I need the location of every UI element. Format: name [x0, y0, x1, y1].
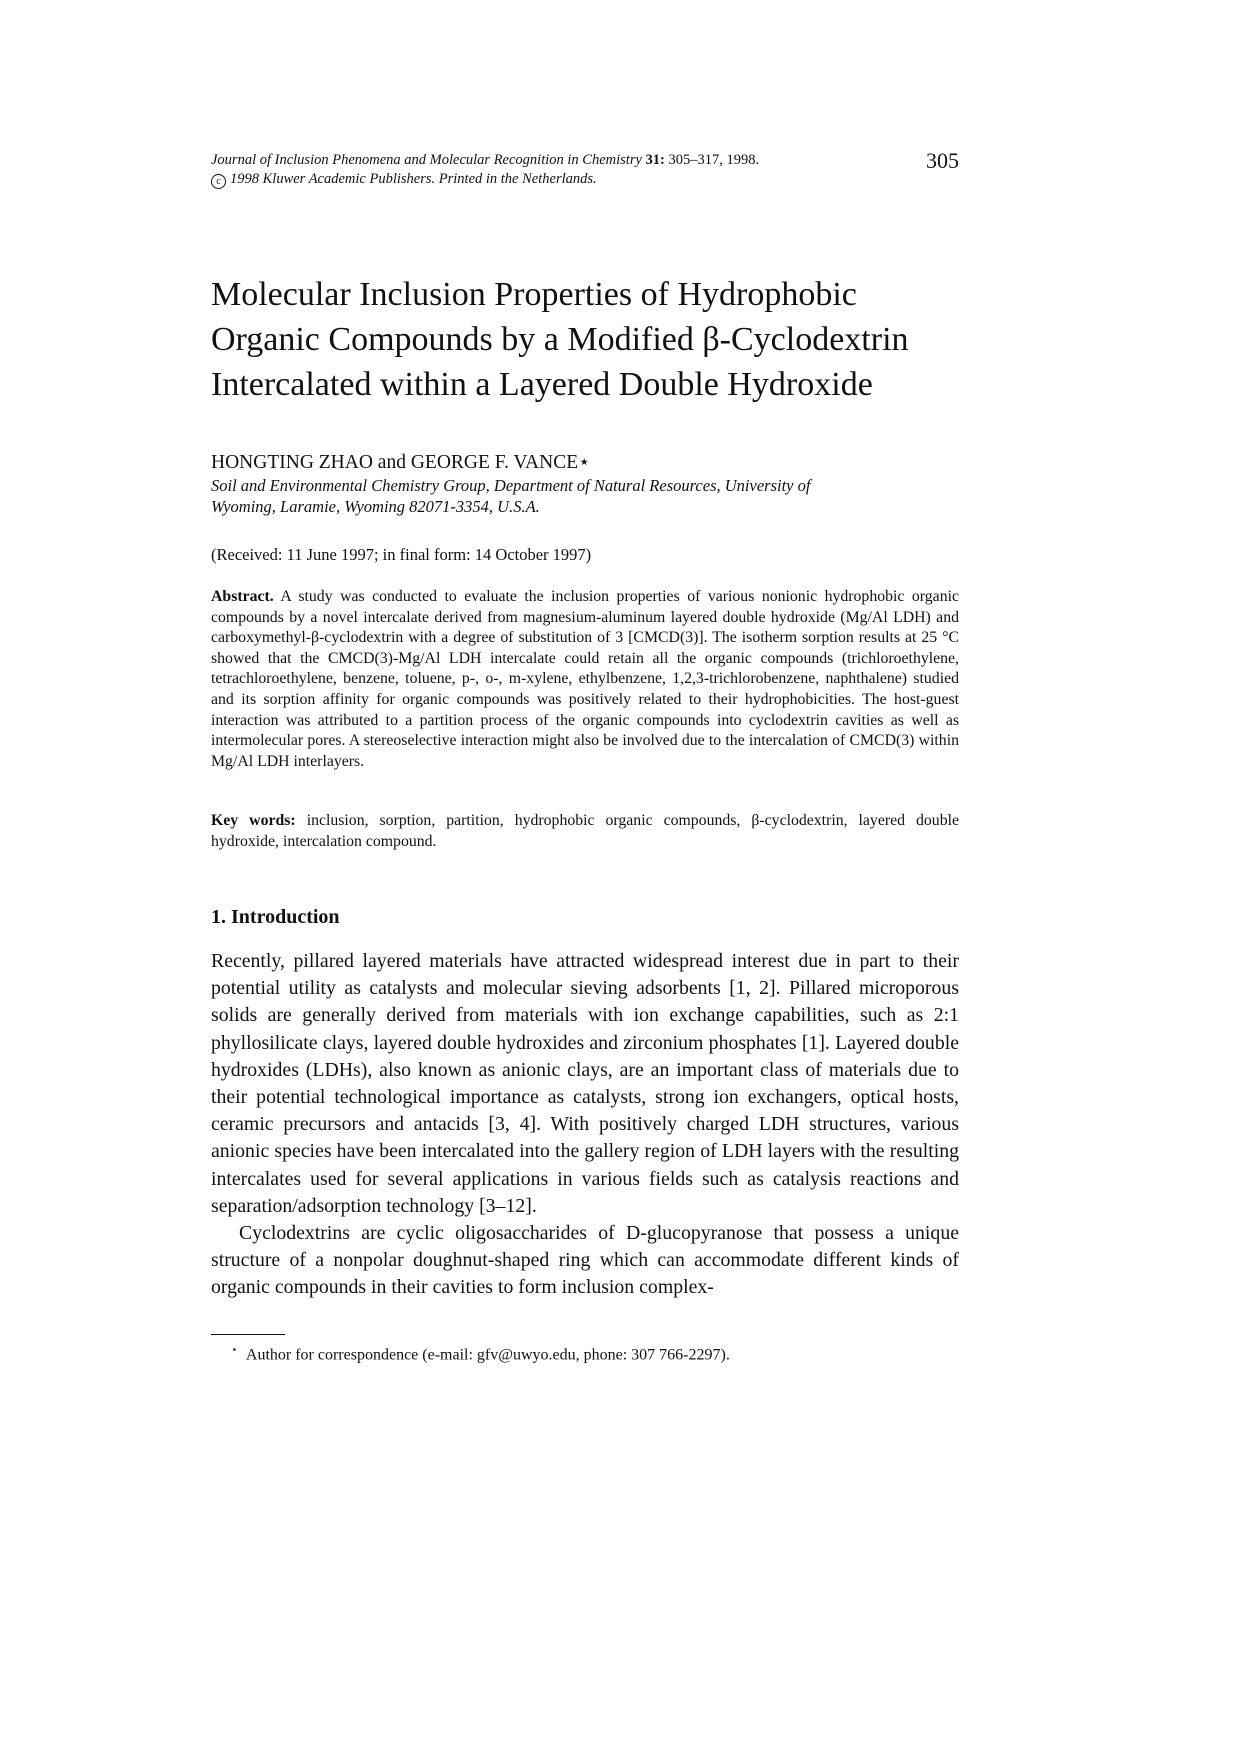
footnote-marker: ⋆ [231, 1344, 238, 1356]
journal-citation [211, 151, 959, 170]
introduction-body [211, 948, 959, 1302]
keywords-text: inclusion, sorption, partition, hydrophobic organic compounds, β-cyclodextrin, layered double hydroxide, intercalation compound. [211, 812, 959, 850]
running-header [211, 151, 959, 189]
title-line-3: Intercalated within a Layered Double Hydroxide [211, 366, 873, 403]
keywords [211, 811, 959, 852]
footnote-text: Author for correspondence (e-mail: gfv@uwyo.edu, phone: 307 766-2297). [245, 1346, 730, 1364]
copyright-icon: c [211, 174, 226, 189]
keywords-label: Key words: [211, 812, 296, 829]
journal-volume: 31: [645, 152, 665, 168]
affiliation [211, 475, 971, 517]
footnote [231, 1343, 730, 1364]
paragraph: Cyclodextrins are cyclic oligosaccharides of D-glucopyranose that possess a unique structure of a nonpolar doughnut-shaped ring which can accommodate different kinds of organic compounds in their cavities to form inclusion complex- [211, 1222, 959, 1299]
copyright-line [211, 170, 959, 189]
abstract [211, 587, 959, 772]
journal-pages: 305–317, 1998. [668, 152, 760, 168]
page-number: 305 [926, 148, 959, 173]
copyright-text: 1998 Kluwer Academic Publishers. Printed in the Netherlands. [230, 171, 597, 187]
paragraph: Recently, pillared layered materials have attracted widespread interest due in part to their potential utility as catalysts and molecular sieving adsorbents [1, 2]. Pillared microporous solids are generally derived from materials with ion exchange capabilities, such as 2:1 phyllosilicate clays, layered double hydroxides and zirconium phosphates [1]. Layered double hydroxides (LDHs), also known as anionic clays, are an important class of materials due to their potential technological importance as catalysts, strong ion exchangers, optical hosts, ceramic precursors and antacids [3, 4]. With positively charged LDH structures, various anionic species have been intercalated into the gallery region of LDH layers with the resulting intercalates used for several applications in various fields such as catalysis reactions and separation/adsorption technology [3–12]. [211, 950, 959, 1217]
journal-name: Journal of Inclusion Phenomena and Molecular Recognition in Chemistry [211, 152, 642, 168]
title-line-1: Molecular Inclusion Properties of Hydrophobic [211, 276, 857, 313]
received-dates: (Received: 11 June 1997; in final form: 14 October 1997) [211, 545, 592, 564]
abstract-label: Abstract. [211, 588, 274, 605]
abstract-text: A study was conducted to evaluate the inclusion properties of various nonionic hydrophobic organic compounds by a novel intercalate derived from magnesium-aluminum layered double hydroxide (Mg/Al LDH) and carboxymethyl-β-cyclodextrin with a degree of substitution of 3 [CMCD(3)]. The isotherm sorption results at 25 °C showed that the CMCD(3)-Mg/Al LDH intercalate could retain all the organic compounds (trichloroethylene, tetrachloroethylene, benzene, toluene, p-, o-, m-xylene, ethylbenzene, 1,2,3-trichlorobenzene, naphthalene) studied and its sorption affinity for organic compounds was positively related to their hydrophobicities. The host-guest interaction was attributed to a partition process of the organic compounds into cyclodextrin cavities as well as intermolecular pores. A stereoselective interaction might also be involved due to the intercalation of CMCD(3) within Mg/Al LDH interlayers. [211, 588, 959, 770]
authors: HONGTING ZHAO and GEORGE F. VANCE⋆ [211, 452, 591, 473]
paper-title [211, 272, 971, 407]
affiliation-line-1: Soil and Environmental Chemistry Group, Department of Natural Resources, University of [211, 476, 811, 495]
title-line-2: Organic Compounds by a Modified β-Cyclodextrin [211, 321, 909, 358]
section-heading-introduction: 1. Introduction [211, 906, 340, 928]
footnote-divider [211, 1334, 285, 1335]
affiliation-line-2: Wyoming, Laramie, Wyoming 82071-3354, U.S.A. [211, 497, 540, 516]
